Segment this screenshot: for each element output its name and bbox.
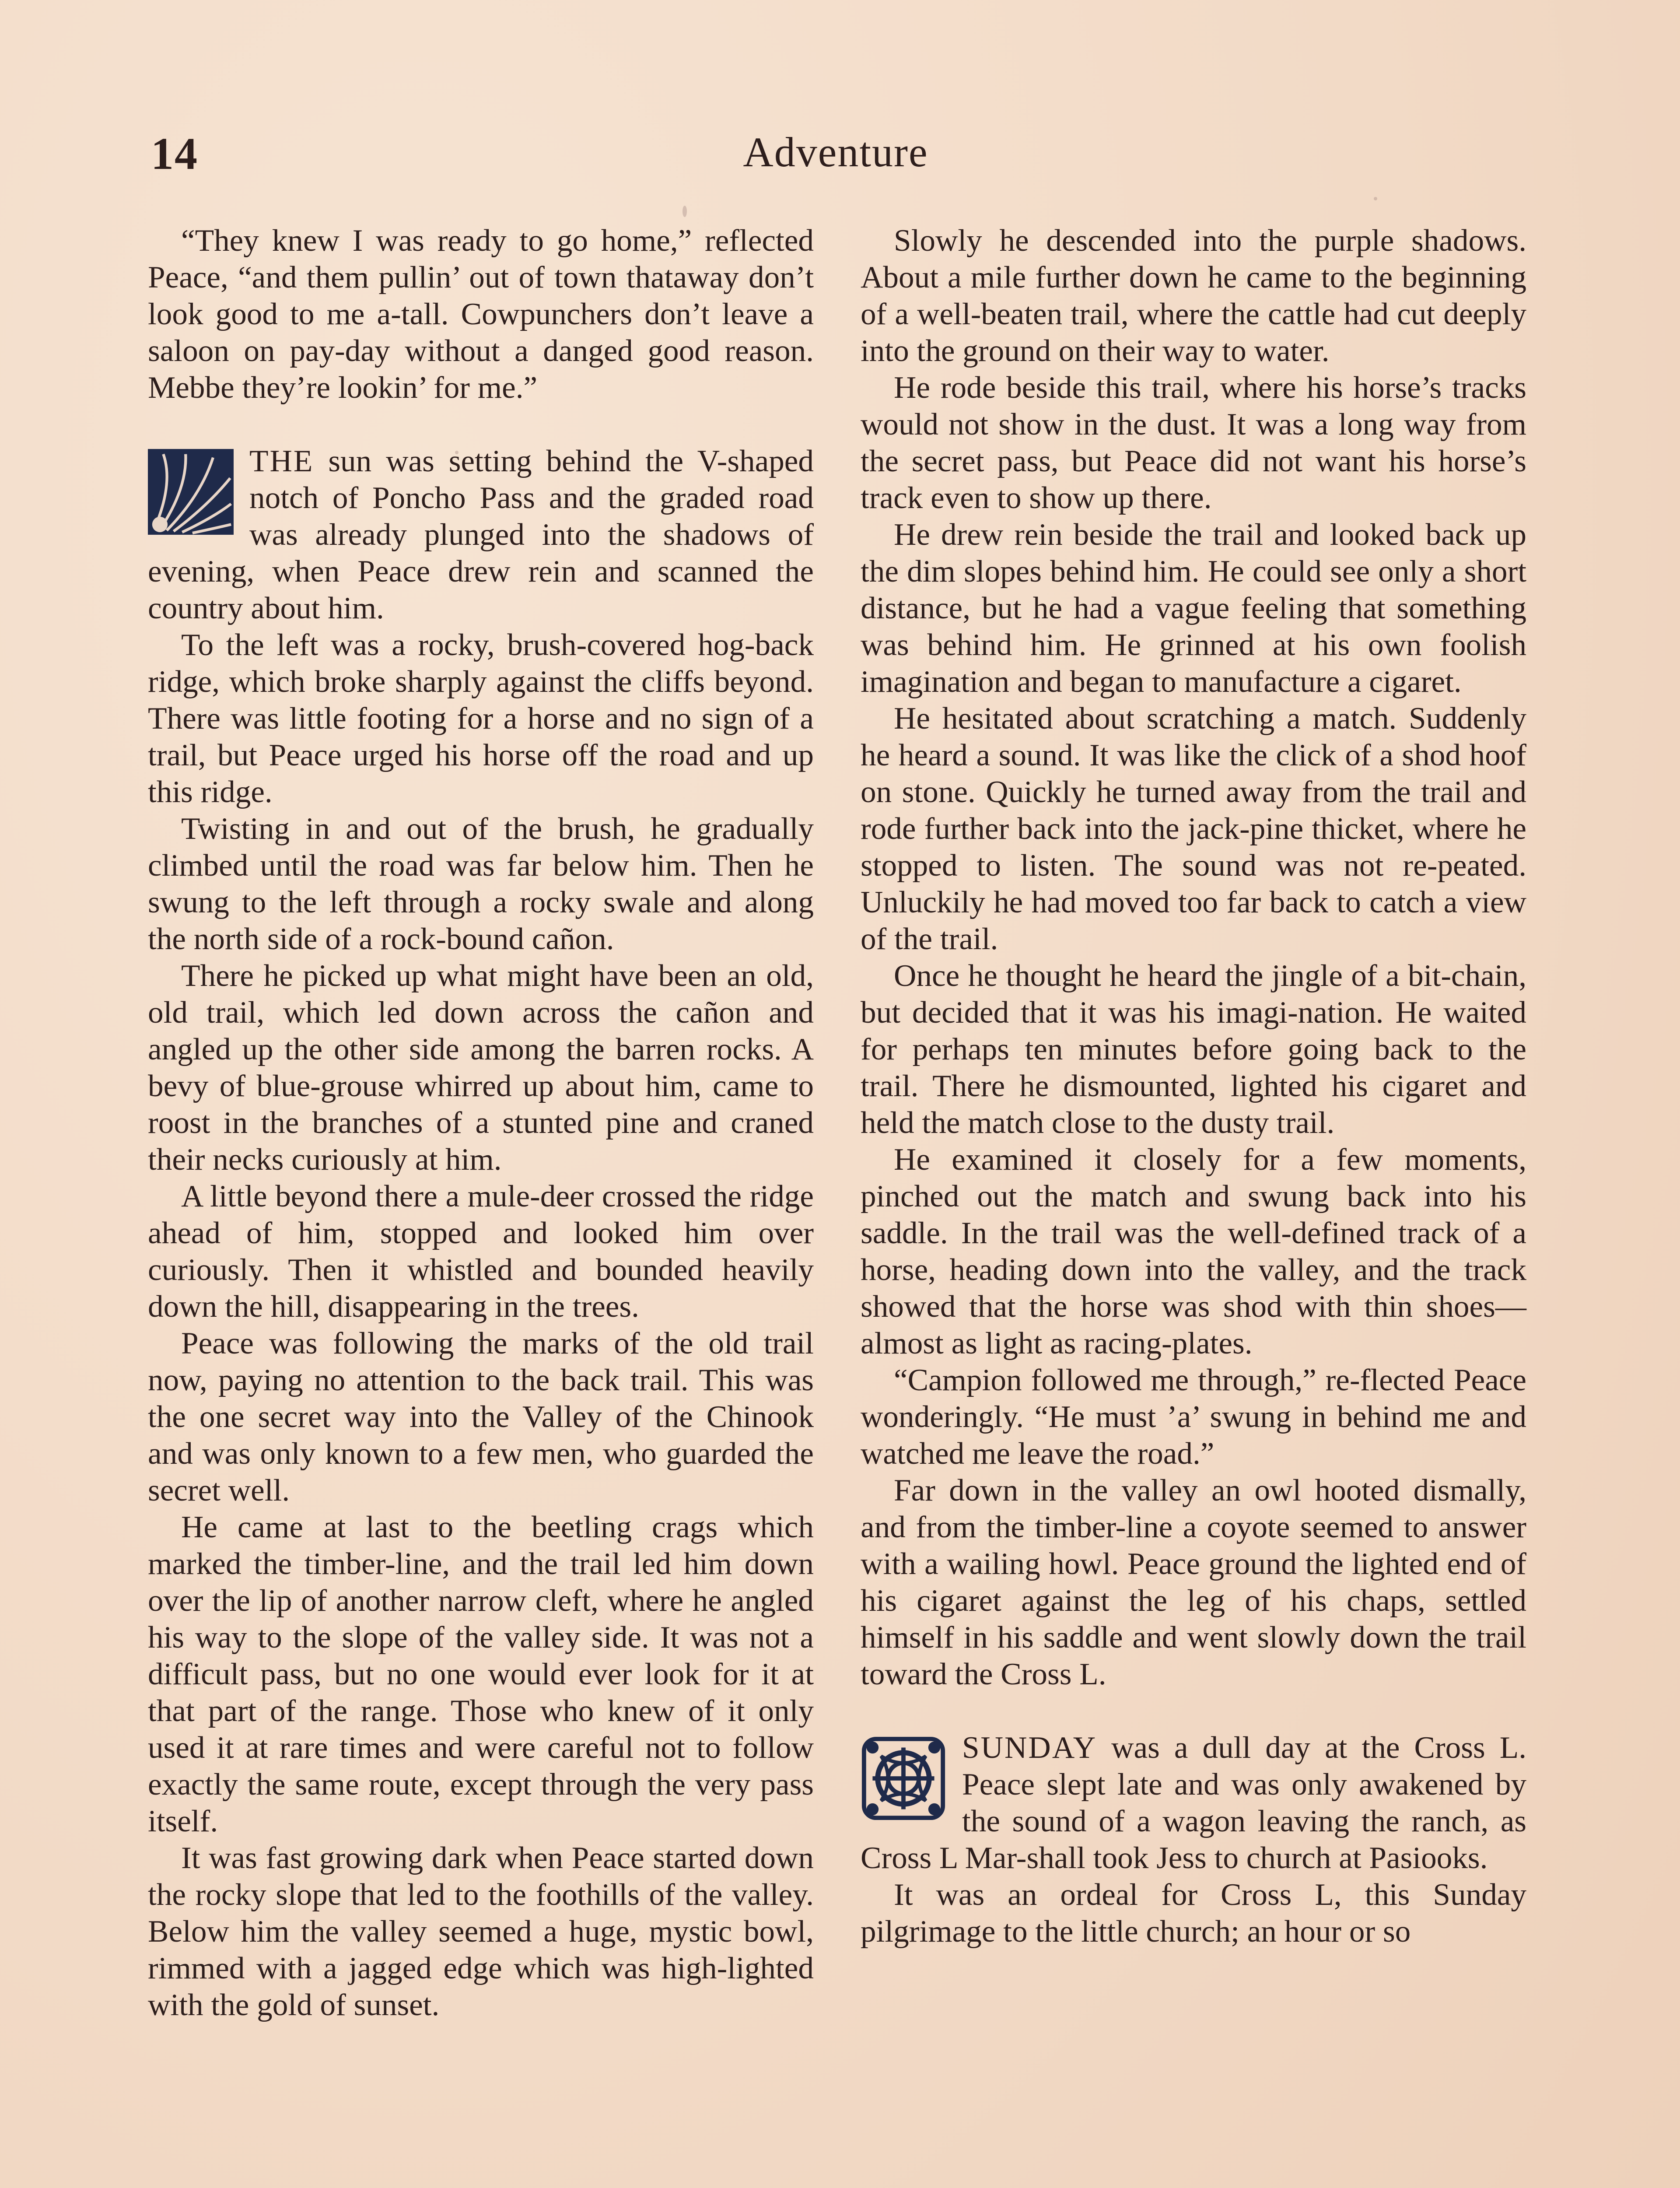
paragraph: Slowly he descended into the purple shadows. About a mile further down he came to the beginning of a well-beaten trail, where the cattle had cut deeply into the ground on their way to water. bbox=[861, 224, 1526, 368]
paragraph: A little beyond there a mule-deer crossed the ridge ahead of him, stopped and looked him over curiously. Then it whistled and bounded heavily down the hill, disappearing in the trees. bbox=[148, 1179, 814, 1324]
paragraph: Far down in the valley an owl hooted dismally, and from the timber-line a coyote seemed to answer with a wailing howl. Peace ground the lighted end of his cigaret against the leg of his chaps, settled himself in his saddle and went slowly down the trail toward the Cross L. bbox=[861, 1473, 1526, 1691]
section-first-word: SUNDAY bbox=[962, 1731, 1097, 1765]
paragraph: “They knew I was ready to go home,” reflected Peace, “and them pullin’ out of town thataway don’t look good to me a-tall. Cowpunchers don’t leave a saloon on pay-day without a danged good reason. Mebbe they’re lookin’ for me.” bbox=[148, 224, 814, 405]
paragraph: He examined it closely for a few moments, pinched out the match and swung back into his saddle. In the trail was the well-defined track of a horse, heading down into the valley, and the track showed that the horse was shod with thin shoes—almost as light as racing-plates. bbox=[861, 1143, 1526, 1360]
running-title: Adventure bbox=[743, 129, 928, 175]
paragraph: He hesitated about scratching a match. Suddenly he heard a sound. It was like the click of a shod hoof on stone. Quickly he turned away from the trail and rode further back into the jack-pine thicket, where he stopped to listen. The sound was not re-peated. Unluckily he had moved too far back to catch a view of the trail. bbox=[861, 701, 1526, 956]
page-number: 14 bbox=[151, 129, 198, 179]
paragraph: He drew rein beside the trail and looked back up the dim slopes behind him. He could see only a short distance, but he had a vague feeling that something was behind him. He grinned at his own foolish imagination and began to manufacture a cigaret. bbox=[861, 518, 1526, 699]
ink-speck bbox=[1374, 197, 1377, 200]
paragraph: Peace was following the marks of the old trail now, paying no attention to the back trail. This was the one secret way into the Valley of the Chinook and was only known to a few men, who guarded the secret well. bbox=[148, 1326, 814, 1508]
paragraph-text: was a dull day at the Cross L. Peace slept late and was only awakened by the sound of a wagon leaving the ranch, as Cross L Mar-shall took Jess to church at Pasiooks. bbox=[861, 1731, 1526, 1875]
sunburst-ornament-icon bbox=[148, 449, 234, 535]
paragraph: It was an ordeal for Cross L, this Sunday pilgrimage to the little church; an hour or so bbox=[861, 1878, 1526, 1949]
paragraph-text: sun was setting behind the V-shaped notch of Poncho Pass and the graded road was already plunged into the shadows of evening, when Peace drew rein and scanned the country about him. bbox=[148, 444, 814, 625]
celtic-knot-ornament-icon bbox=[861, 1736, 946, 1821]
paragraph: Twisting in and out of the brush, he gradually climbed until the road was far below him. Then he swung to the left through a rocky swale and along the north side of a rock-bound cañon. bbox=[148, 812, 814, 956]
paragraph: It was fast growing dark when Peace started down the rocky slope that led to the foothills of the valley. Below him the valley seemed a huge, mystic bowl, rimmed with a jagged edge which was high-lighted with the gold of sunset. bbox=[148, 1841, 814, 2022]
paragraph: He rode beside this trail, where his horse’s tracks would not show in the dust. It was a long way from the secret pass, but Peace did not want his horse’s track even to show up there. bbox=[861, 371, 1526, 515]
paragraph: There he picked up what might have been an old, old trail, which led down across the cañon and angled up the other side among the barren rocks. A bevy of blue-grouse whirred up about him, came to roost in the branches of a stunted pine and craned their necks curiously at him. bbox=[148, 959, 814, 1177]
ink-speck bbox=[682, 206, 687, 217]
section-opening-paragraph bbox=[148, 443, 814, 627]
paragraph: To the left was a rocky, brush-covered hog-back ridge, which broke sharply against the cliffs beyond. There was little footing for a horse and no sign of a trail, but Peace urged his horse off the road and up this ridge. bbox=[148, 628, 814, 809]
paragraph: Once he thought he heard the jingle of a bit-chain, but decided that it was his imagi-nation. He waited for perhaps ten minutes before going back to the trail. There he dismounted, lighted his cigaret and held the match close to the dusty trail. bbox=[861, 959, 1526, 1140]
section-first-word: THE bbox=[249, 444, 314, 478]
left-column bbox=[148, 222, 814, 2023]
paragraph: “Campion followed me through,” re-flected Peace wonderingly. “He must ’a’ swung in behind me and watched me leave the road.” bbox=[861, 1363, 1526, 1471]
paragraph: He came at last to the beetling crags which marked the timber-line, and the trail led him down over the lip of another narrow cleft, where he angled his way to the slope of the valley side. It was not a difficult pass, but no one would ever look for it at that part of the range. Those who knew of it only used it at rare times and were careful not to follow exactly the same route, except through the very pass itself. bbox=[148, 1510, 814, 1838]
section-opening-paragraph bbox=[861, 1729, 1526, 1876]
right-column bbox=[861, 222, 1526, 1950]
